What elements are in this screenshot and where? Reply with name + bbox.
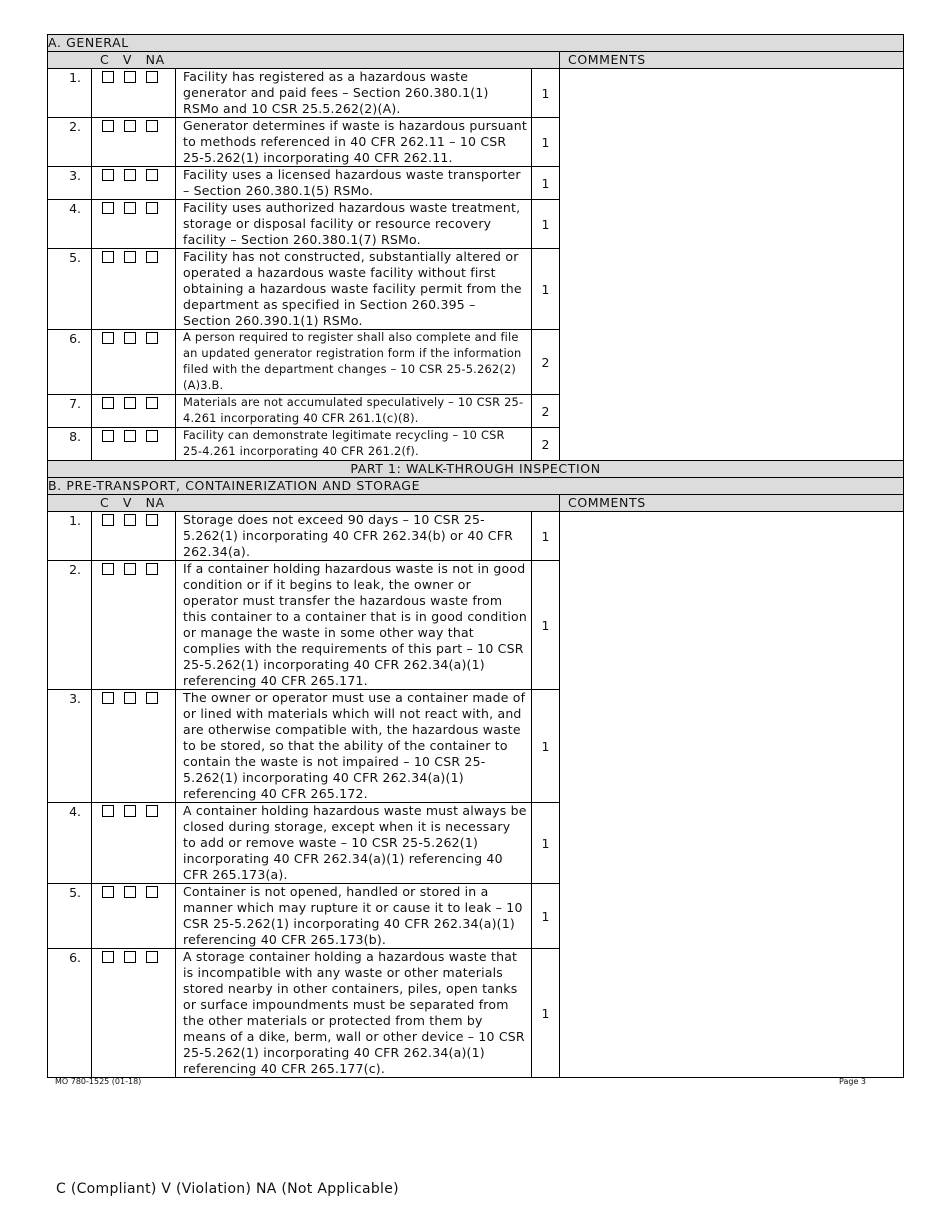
level-column-header — [532, 495, 560, 512]
status-checkboxes — [92, 200, 176, 249]
status-checkboxes — [92, 690, 176, 803]
item-number: 3. — [48, 690, 92, 803]
item-number: 5. — [48, 249, 92, 330]
violation-class: 2 — [532, 330, 560, 395]
not-applicable-checkbox[interactable] — [146, 202, 158, 214]
not-applicable-checkbox[interactable] — [146, 71, 158, 83]
violation-checkbox[interactable] — [124, 251, 136, 263]
requirement-text: Facility has registered as a hazardous waste generator and paid fees – Section 260.380.1(1) RSMo and 10 CSR 25.5.262(2)(A). — [176, 69, 532, 118]
violation-checkbox[interactable] — [124, 563, 136, 575]
not-applicable-checkbox[interactable] — [146, 805, 158, 817]
section-a-comments-field[interactable] — [560, 69, 904, 461]
section-a-column-labels — [48, 52, 532, 69]
status-checkboxes — [92, 395, 176, 428]
item-number: 2. — [48, 118, 92, 167]
requirement-text: Generator determines if waste is hazardous pursuant to methods referenced in 40 CFR 262.11 – 10 CSR 25-5.262(1) incorporating 40 CFR 262.11. — [176, 118, 532, 167]
compliant-checkbox[interactable] — [102, 169, 114, 181]
item-number: 5. — [48, 884, 92, 949]
not-applicable-checkbox[interactable] — [146, 951, 158, 963]
item-number: 4. — [48, 200, 92, 249]
status-checkboxes — [92, 512, 176, 561]
compliant-checkbox[interactable] — [102, 951, 114, 963]
level-column-header — [532, 52, 560, 69]
item-number: 6. — [48, 330, 92, 395]
violation-checkbox[interactable] — [124, 202, 136, 214]
not-applicable-checkbox[interactable] — [146, 563, 158, 575]
compliant-column-label: C — [100, 52, 110, 67]
compliant-checkbox[interactable] — [102, 886, 114, 898]
not-applicable-checkbox[interactable] — [146, 397, 158, 409]
page-number: Page 3 — [839, 1077, 866, 1086]
violation-checkbox[interactable] — [124, 397, 136, 409]
compliant-checkbox[interactable] — [102, 430, 114, 442]
table-row — [48, 69, 904, 118]
violation-checkbox[interactable] — [124, 430, 136, 442]
compliant-column-label: C — [100, 495, 110, 510]
violation-class: 2 — [532, 428, 560, 461]
compliant-checkbox[interactable] — [102, 202, 114, 214]
status-checkboxes — [92, 249, 176, 330]
violation-class: 1 — [532, 69, 560, 118]
not-applicable-checkbox[interactable] — [146, 169, 158, 181]
violation-checkbox[interactable] — [124, 120, 136, 132]
requirement-text: Materials are not accumulated speculatively – 10 CSR 25-4.261 incorporating 40 CFR 261.1(c)(8). — [176, 395, 532, 428]
violation-class: 1 — [532, 249, 560, 330]
violation-class: 1 — [532, 512, 560, 561]
compliant-checkbox[interactable] — [102, 805, 114, 817]
status-checkboxes — [92, 428, 176, 461]
not-applicable-checkbox[interactable] — [146, 251, 158, 263]
violation-class: 1 — [532, 803, 560, 884]
requirement-text: Facility can demonstrate legitimate recycling – 10 CSR 25-4.261 incorporating 40 CFR 261.2(f). — [176, 428, 532, 461]
violation-checkbox[interactable] — [124, 886, 136, 898]
item-number: 7. — [48, 395, 92, 428]
violation-class: 1 — [532, 118, 560, 167]
violation-checkbox[interactable] — [124, 951, 136, 963]
form-id: MO 780-1525 (01-18) — [55, 1077, 142, 1086]
status-checkboxes — [92, 561, 176, 690]
requirement-text: A container holding hazardous waste must always be closed during storage, except when it is necessary to add or remove waste – 10 CSR 25-5.262(1) incorporating 40 CFR 262.34(a)(1) referencing 40 CFR 265.173(a). — [176, 803, 532, 884]
item-number: 6. — [48, 949, 92, 1078]
violation-checkbox[interactable] — [124, 169, 136, 181]
not-applicable-checkbox[interactable] — [146, 332, 158, 344]
violation-class: 1 — [532, 949, 560, 1078]
not-applicable-checkbox[interactable] — [146, 430, 158, 442]
compliant-checkbox[interactable] — [102, 397, 114, 409]
violation-class: 1 — [532, 884, 560, 949]
status-legend: C (Compliant) V (Violation) NA (Not Applicable) — [56, 1181, 399, 1197]
not-applicable-column-label: NA — [145, 495, 165, 510]
violation-column-label: V — [122, 495, 133, 510]
violation-column-label: V — [122, 52, 133, 67]
status-checkboxes — [92, 884, 176, 949]
status-checkboxes — [92, 69, 176, 118]
part1-title: PART 1: WALK-THROUGH INSPECTION — [48, 461, 904, 478]
requirement-text: A storage container holding a hazardous waste that is incompatible with any waste or other materials stored nearby in other containers, piles, open tanks or surface impoundments must be separated from the other materials or protected from them by means of a dike, berm, wall or other device – 10 CSR 25-5.262(1) incorporating 40 CFR 262.34(a)(1) referencing 40 CFR 265.177(c). — [176, 949, 532, 1078]
compliant-checkbox[interactable] — [102, 563, 114, 575]
compliant-checkbox[interactable] — [102, 71, 114, 83]
requirement-text: Container is not opened, handled or stored in a manner which may rupture it or cause it to leak – 10 CSR 25-5.262(1) incorporating 40 CFR 262.34(a)(1) referencing 40 CFR 265.173(b). — [176, 884, 532, 949]
not-applicable-checkbox[interactable] — [146, 886, 158, 898]
section-a-comments-label: COMMENTS — [560, 52, 904, 69]
requirement-text: Facility uses authorized hazardous waste treatment, storage or disposal facility or resource recovery facility – Section 260.380.1(7) RSMo. — [176, 200, 532, 249]
section-b-column-labels — [48, 495, 532, 512]
compliant-checkbox[interactable] — [102, 692, 114, 704]
compliant-checkbox[interactable] — [102, 251, 114, 263]
violation-checkbox[interactable] — [124, 71, 136, 83]
item-number: 1. — [48, 69, 92, 118]
inspection-checklist-table — [47, 34, 904, 1078]
violation-checkbox[interactable] — [124, 692, 136, 704]
violation-checkbox[interactable] — [124, 805, 136, 817]
section-b-comments-field[interactable] — [560, 512, 904, 1078]
section-a-title: A. GENERAL — [48, 35, 904, 52]
status-checkboxes — [92, 330, 176, 395]
requirement-text: Storage does not exceed 90 days – 10 CSR 25-5.262(1) incorporating 40 CFR 262.34(b) or 40 CFR 262.34(a). — [176, 512, 532, 561]
not-applicable-column-label: NA — [145, 52, 165, 67]
violation-checkbox[interactable] — [124, 332, 136, 344]
violation-class: 1 — [532, 167, 560, 200]
section-b-comments-label: COMMENTS — [560, 495, 904, 512]
item-number: 3. — [48, 167, 92, 200]
violation-class: 1 — [532, 561, 560, 690]
requirement-text: Facility has not constructed, substantially altered or operated a hazardous waste facility without first obtaining a hazardous waste facility permit from the department as specified in Section 260.395 – Section 260.390.1(1) RSMo. — [176, 249, 532, 330]
item-number: 2. — [48, 561, 92, 690]
compliant-checkbox[interactable] — [102, 332, 114, 344]
not-applicable-checkbox[interactable] — [146, 120, 158, 132]
status-checkboxes — [92, 949, 176, 1078]
not-applicable-checkbox[interactable] — [146, 692, 158, 704]
item-number: 4. — [48, 803, 92, 884]
requirement-text: A person required to register shall also complete and file an updated generator registration form if the information filed with the department changes – 10 CSR 25-5.262(2)(A)3.B. — [176, 330, 532, 395]
section-b-title: B. PRE-TRANSPORT, CONTAINERIZATION AND STORAGE — [48, 478, 904, 495]
requirement-text: The owner or operator must use a container made of or lined with materials which will not react with, and are otherwise compatible with, the hazardous waste to be stored, so that the ability of the container to contain the waste is not impaired – 10 CSR 25-5.262(1) incorporating 40 CFR 262.34(a)(1) referencing 40 CFR 265.172. — [176, 690, 532, 803]
requirement-text: If a container holding hazardous waste is not in good condition or if it begins to leak, the owner or operator must transfer the hazardous waste from this container to a container that is in good condition or manage the waste in some other way that complies with the requirements of this part – 10 CSR 25-5.262(1) incorporating 40 CFR 262.34(a)(1) referencing 40 CFR 265.171. — [176, 561, 532, 690]
item-number: 8. — [48, 428, 92, 461]
compliant-checkbox[interactable] — [102, 120, 114, 132]
not-applicable-checkbox[interactable] — [146, 514, 158, 526]
status-checkboxes — [92, 167, 176, 200]
table-row — [48, 512, 904, 561]
item-number: 1. — [48, 512, 92, 561]
status-checkboxes — [92, 118, 176, 167]
status-checkboxes — [92, 803, 176, 884]
compliant-checkbox[interactable] — [102, 514, 114, 526]
violation-class: 2 — [532, 395, 560, 428]
violation-class: 1 — [532, 690, 560, 803]
violation-class: 1 — [532, 200, 560, 249]
violation-checkbox[interactable] — [124, 514, 136, 526]
requirement-text: Facility uses a licensed hazardous waste transporter – Section 260.380.1(5) RSMo. — [176, 167, 532, 200]
